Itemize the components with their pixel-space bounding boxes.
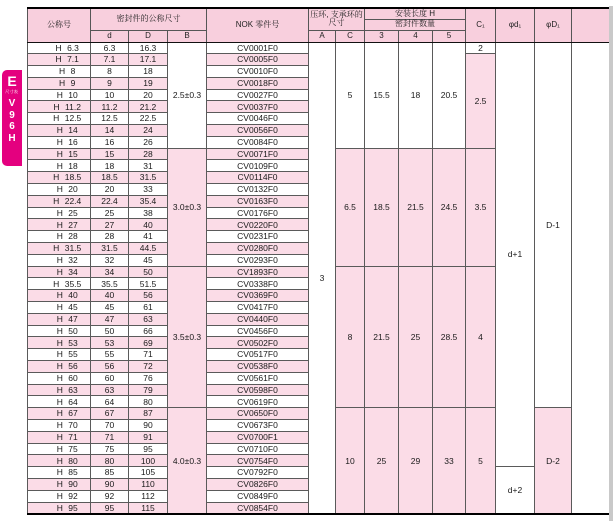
nominal-cell <box>28 266 91 278</box>
nominal-cell <box>28 89 91 101</box>
part-number-cell: CV0338F0 <box>207 278 309 290</box>
D-cell: 44.5 <box>129 243 168 255</box>
part-number-cell: CV0440F0 <box>207 313 309 325</box>
qty5-length-cell: 28.5 <box>433 266 466 408</box>
D-cell: 115 <box>129 502 168 514</box>
c1-cell: 4 <box>466 266 496 408</box>
d-cell: 67 <box>91 408 129 420</box>
D-cell: 24 <box>129 125 168 137</box>
nominal-cell <box>28 231 91 243</box>
part-number-cell: CV0114F0 <box>207 172 309 184</box>
d-cell: 60 <box>91 372 129 384</box>
D-cell: 45 <box>129 254 168 266</box>
nominal-size: 92 <box>68 490 78 501</box>
header-qty-4: 4 <box>399 30 433 42</box>
part-number-cell: CV0010F0 <box>207 66 309 78</box>
D-cell: 79 <box>129 384 168 396</box>
nominal-prefix: H <box>53 196 60 206</box>
d-cell: 27 <box>91 219 129 231</box>
nominal-cell <box>28 243 91 255</box>
d-cell: 75 <box>91 443 129 455</box>
d-cell: 18.5 <box>91 172 129 184</box>
part-number-cell: CV0710F0 <box>207 443 309 455</box>
d-cell: 45 <box>91 302 129 314</box>
nominal-prefix: H <box>55 54 62 65</box>
table-body <box>28 42 611 514</box>
nominal-prefix: H <box>56 479 63 490</box>
D-cell: 95 <box>129 443 168 455</box>
d-cell: 20 <box>91 184 129 196</box>
part-number-cell: CV0792F0 <box>207 467 309 479</box>
d-cell: 92 <box>91 490 129 502</box>
nominal-cell <box>28 195 91 207</box>
dimension-table <box>27 7 611 515</box>
part-number-cell: CV0598F0 <box>207 384 309 396</box>
D-cell: 38 <box>129 207 168 219</box>
nominal-prefix: H <box>53 101 60 112</box>
nominal-size: 80 <box>68 455 78 466</box>
d-cell: 56 <box>91 361 129 373</box>
header-qty-3: 3 <box>365 30 399 42</box>
nominal-prefix: H <box>56 290 63 301</box>
nominal-prefix: H <box>56 431 63 442</box>
D-cell: 71 <box>129 349 168 361</box>
nominal-prefix: H <box>53 172 60 183</box>
d-cell: 31.5 <box>91 243 129 255</box>
header-end <box>572 8 611 42</box>
nominal-cell <box>28 431 91 443</box>
d-cell: 15 <box>91 148 129 160</box>
part-number-cell: CV0071F0 <box>207 148 309 160</box>
D-cell: 33 <box>129 184 168 196</box>
c1-cell: 2 <box>466 42 496 54</box>
part-number-cell: CV0280F0 <box>207 243 309 255</box>
nominal-prefix: H <box>56 137 63 148</box>
part-number-cell: CV0293F0 <box>207 254 309 266</box>
nominal-prefix: H <box>56 231 63 242</box>
d-cell: 9 <box>91 77 129 89</box>
nominal-prefix: H <box>56 125 63 136</box>
D-cell: 31.5 <box>129 172 168 184</box>
nominal-size: 55 <box>68 349 78 360</box>
D-cell: 63 <box>129 313 168 325</box>
page-edge-shadow <box>609 6 613 521</box>
d-cell: 25 <box>91 207 129 219</box>
nominal-size: 25 <box>68 207 78 218</box>
D-cell: 66 <box>129 325 168 337</box>
phi-D1-cell: D-1 <box>535 42 572 408</box>
c1-cell: 3.5 <box>466 148 496 266</box>
part-number-cell: CV0650F0 <box>207 408 309 420</box>
nominal-cell <box>28 290 91 302</box>
part-number-cell: CV0456F0 <box>207 325 309 337</box>
part-number-cell: CV0417F0 <box>207 302 309 314</box>
d-cell: 8 <box>91 66 129 78</box>
D-cell: 110 <box>129 478 168 490</box>
nominal-size: 9 <box>70 78 76 89</box>
qty5-length-cell: 33 <box>433 408 466 515</box>
nominal-size: 53 <box>68 337 78 348</box>
nominal-size: 18.5 <box>64 172 82 183</box>
nominal-prefix: H <box>56 302 63 313</box>
part-number-cell: CV0056F0 <box>207 125 309 137</box>
nominal-prefix: H <box>56 502 63 513</box>
nominal-cell <box>28 443 91 455</box>
nominal-cell <box>28 408 91 420</box>
part-number-cell: CV0538F0 <box>207 361 309 373</box>
part-number-cell: CV0018F0 <box>207 77 309 89</box>
nominal-cell <box>28 184 91 196</box>
header-ring-dims: 压环, 支承环的尺寸 <box>309 8 365 30</box>
nominal-size: 32 <box>68 254 78 265</box>
header-c1: C₁ <box>466 8 496 42</box>
section-tab-letter: E <box>7 73 17 89</box>
d-cell: 18 <box>91 160 129 172</box>
nominal-cell <box>28 278 91 290</box>
nominal-prefix: H <box>56 420 63 431</box>
end-cell <box>572 42 611 514</box>
part-number-cell: CV0673F0 <box>207 420 309 432</box>
D-cell: 16.3 <box>129 42 168 54</box>
d-cell: 16 <box>91 136 129 148</box>
D-cell: 112 <box>129 490 168 502</box>
part-number-cell: CV0132F0 <box>207 184 309 196</box>
nominal-prefix: H <box>56 384 63 395</box>
d-cell: 80 <box>91 455 129 467</box>
part-number-cell: CV0369F0 <box>207 290 309 302</box>
nominal-prefix: H <box>56 349 63 360</box>
header-B: B <box>168 30 207 42</box>
d-cell: 95 <box>91 502 129 514</box>
header-seal-count: 密封件数量 <box>365 19 466 30</box>
nominal-size: 56 <box>68 361 78 372</box>
D-cell: 56 <box>129 290 168 302</box>
d-cell: 53 <box>91 337 129 349</box>
d-cell: 47 <box>91 313 129 325</box>
qty3-length-cell: 21.5 <box>365 266 399 408</box>
d-cell: 14 <box>91 125 129 137</box>
part-number-cell: CV0700F1 <box>207 431 309 443</box>
d-cell: 34 <box>91 266 129 278</box>
nominal-prefix: H <box>56 337 63 348</box>
nominal-cell <box>28 313 91 325</box>
D-cell: 22.5 <box>129 113 168 125</box>
D-cell: 105 <box>129 467 168 479</box>
d-cell: 63 <box>91 384 129 396</box>
phi-d1-cell: d+2 <box>496 467 535 515</box>
part-number-cell: CV0037F0 <box>207 101 309 113</box>
d-cell: 28 <box>91 231 129 243</box>
nominal-size: 8 <box>70 66 76 77</box>
qty4-length-cell: 18 <box>399 42 433 148</box>
part-number-cell: CV0754F0 <box>207 455 309 467</box>
nominal-cell <box>28 478 91 490</box>
d-cell: 6.3 <box>91 42 129 54</box>
header-C: C <box>336 30 365 42</box>
D-cell: 21.2 <box>129 101 168 113</box>
nominal-size: 63 <box>68 384 78 395</box>
D-cell: 17.1 <box>129 54 168 66</box>
nominal-prefix: H <box>56 254 63 265</box>
qty3-length-cell: 15.5 <box>365 42 399 148</box>
nominal-prefix: H <box>56 160 63 171</box>
nominal-cell <box>28 420 91 432</box>
nominal-cell <box>28 219 91 231</box>
header-phi-d1: φd₁ <box>496 8 535 42</box>
phi-D1-cell: D-2 <box>535 408 572 515</box>
d-cell: 12.5 <box>91 113 129 125</box>
nominal-size: 45 <box>68 302 78 313</box>
nominal-size: 35.5 <box>64 278 82 289</box>
nominal-cell <box>28 101 91 113</box>
D-cell: 76 <box>129 372 168 384</box>
nominal-prefix: H <box>56 184 63 195</box>
nominal-size: 75 <box>68 443 78 454</box>
header-install-length: 安装长度 H <box>365 8 466 19</box>
nominal-cell <box>28 337 91 349</box>
c-cell: 5 <box>336 42 365 148</box>
D-cell: 90 <box>129 420 168 432</box>
d-cell: 7.1 <box>91 54 129 66</box>
nominal-size: 6.3 <box>67 42 79 53</box>
part-number-cell: CV0109F0 <box>207 160 309 172</box>
nominal-size: 11.2 <box>65 101 81 112</box>
nominal-size: 95 <box>68 502 78 513</box>
c-cell: 10 <box>336 408 365 515</box>
b-tolerance-cell: 2.5±0.3 <box>168 42 207 148</box>
nominal-size: 22.4 <box>64 196 82 206</box>
part-number-cell: CV0084F0 <box>207 136 309 148</box>
d-cell: 85 <box>91 467 129 479</box>
nominal-cell <box>28 160 91 172</box>
nominal-size: 70 <box>68 420 78 431</box>
nominal-prefix: H <box>56 490 63 501</box>
nominal-size: 7.1 <box>67 54 79 65</box>
nominal-cell <box>28 172 91 184</box>
part-number-cell: CV0502F0 <box>207 337 309 349</box>
qty4-length-cell: 29 <box>399 408 433 515</box>
qty3-length-cell: 25 <box>365 408 399 515</box>
part-number-cell: CV1893F0 <box>207 266 309 278</box>
nominal-prefix: H <box>56 361 63 372</box>
qty4-length-cell: 21.5 <box>399 148 433 266</box>
d-cell: 64 <box>91 396 129 408</box>
b-tolerance-cell: 3.0±0.3 <box>168 148 207 266</box>
nominal-size: 27 <box>68 219 78 230</box>
nominal-cell <box>28 490 91 502</box>
header-A: A <box>309 30 336 42</box>
nominal-cell <box>28 136 91 148</box>
section-tab-subtitle: 尺寸表 <box>5 89 19 95</box>
section-tab <box>2 70 22 166</box>
part-number-cell: CV0849F0 <box>207 490 309 502</box>
part-number-cell: CV0027F0 <box>207 89 309 101</box>
nominal-prefix: H <box>53 113 60 124</box>
D-cell: 35.4 <box>129 195 168 207</box>
part-number-cell: CV0001F0 <box>207 42 309 54</box>
nominal-prefix: H <box>56 266 63 277</box>
table-row <box>28 42 611 54</box>
part-number-cell: CV0163F0 <box>207 195 309 207</box>
nominal-size: 16 <box>68 137 78 148</box>
nominal-prefix: H <box>56 372 63 383</box>
nominal-prefix: H <box>56 408 63 419</box>
nominal-prefix: H <box>56 219 63 230</box>
nominal-size: 12.5 <box>64 113 82 124</box>
d-cell: 70 <box>91 420 129 432</box>
nominal-cell <box>28 502 91 514</box>
nominal-prefix: H <box>56 89 63 100</box>
D-cell: 50 <box>129 266 168 278</box>
part-number-cell: CV0517F0 <box>207 349 309 361</box>
nominal-size: 85 <box>68 467 78 478</box>
d-cell: 50 <box>91 325 129 337</box>
D-cell: 91 <box>129 431 168 443</box>
nominal-size: 60 <box>68 372 78 383</box>
nominal-cell <box>28 125 91 137</box>
d-cell: 10 <box>91 89 129 101</box>
nominal-prefix: H <box>53 278 60 289</box>
header-d: d <box>91 30 129 42</box>
nominal-prefix: H <box>56 148 63 159</box>
part-number-cell: CV0619F0 <box>207 396 309 408</box>
nominal-cell <box>28 42 91 54</box>
part-number-cell: CV0826F0 <box>207 478 309 490</box>
nominal-prefix: H <box>59 66 66 77</box>
nominal-cell <box>28 66 91 78</box>
D-cell: 69 <box>129 337 168 349</box>
nominal-cell <box>28 396 91 408</box>
c-cell: 8 <box>336 266 365 408</box>
D-cell: 41 <box>129 231 168 243</box>
nominal-size: 67 <box>68 408 78 419</box>
D-cell: 20 <box>129 89 168 101</box>
header-nominal: 公称号 <box>28 8 91 42</box>
D-cell: 26 <box>129 136 168 148</box>
nominal-size: 50 <box>68 325 78 336</box>
d-cell: 90 <box>91 478 129 490</box>
D-cell: 72 <box>129 361 168 373</box>
nominal-prefix: H <box>56 396 63 407</box>
d-cell: 32 <box>91 254 129 266</box>
phi-d1-cell: d+1 <box>496 42 535 467</box>
nominal-prefix: H <box>56 313 63 324</box>
D-cell: 51.5 <box>129 278 168 290</box>
nominal-prefix: H <box>55 42 62 53</box>
D-cell: 19 <box>129 77 168 89</box>
D-cell: 61 <box>129 302 168 314</box>
nominal-cell <box>28 372 91 384</box>
nominal-size: 18 <box>68 160 78 171</box>
D-cell: 40 <box>129 219 168 231</box>
c1-cell: 2.5 <box>466 54 496 148</box>
part-number-cell: CV0220F0 <box>207 219 309 231</box>
d-cell: 71 <box>91 431 129 443</box>
nominal-cell <box>28 254 91 266</box>
nominal-cell <box>28 148 91 160</box>
qty3-length-cell: 18.5 <box>365 148 399 266</box>
nominal-size: 34 <box>68 266 78 277</box>
qty5-length-cell: 24.5 <box>433 148 466 266</box>
nominal-size: 71 <box>68 431 78 442</box>
D-cell: 18 <box>129 66 168 78</box>
nominal-size: 10 <box>68 89 78 100</box>
d-cell: 35.5 <box>91 278 129 290</box>
part-number-cell: CV0046F0 <box>207 113 309 125</box>
nominal-prefix: H <box>56 325 63 336</box>
nominal-cell <box>28 325 91 337</box>
nominal-cell <box>28 349 91 361</box>
header-nok-part: NOK 零件号 <box>207 8 309 42</box>
nominal-prefix: H <box>59 78 66 89</box>
part-number-cell: CV0176F0 <box>207 207 309 219</box>
D-cell: 31 <box>129 160 168 172</box>
part-number-cell: CV0231F0 <box>207 231 309 243</box>
d-cell: 22.4 <box>91 195 129 207</box>
part-number-cell: CV0854F0 <box>207 502 309 514</box>
part-number-cell: CV0561F0 <box>207 372 309 384</box>
qty4-length-cell: 25 <box>399 266 433 408</box>
c1-cell: 5 <box>466 408 496 515</box>
nominal-size: 40 <box>68 290 78 301</box>
d-cell: 55 <box>91 349 129 361</box>
nominal-prefix: H <box>56 455 63 466</box>
header-phi-D1: φD₁ <box>535 8 572 42</box>
nominal-prefix: H <box>53 243 60 254</box>
nominal-cell <box>28 467 91 479</box>
nominal-prefix: H <box>56 207 63 218</box>
nominal-cell <box>28 361 91 373</box>
nominal-cell <box>28 302 91 314</box>
d-cell: 11.2 <box>91 101 129 113</box>
header-qty-5: 5 <box>433 30 466 42</box>
header-D: D <box>129 30 168 42</box>
b-tolerance-cell: 4.0±0.3 <box>168 408 207 515</box>
nominal-cell <box>28 207 91 219</box>
a-cell: 3 <box>309 42 336 514</box>
nominal-size: 90 <box>68 479 78 490</box>
nominal-cell <box>28 384 91 396</box>
header-row-1 <box>28 8 611 19</box>
nominal-size: 31.5 <box>64 243 82 254</box>
nominal-size: 28 <box>68 231 78 242</box>
nominal-size: 20 <box>68 184 78 195</box>
D-cell: 80 <box>129 396 168 408</box>
part-number-cell: CV0005F0 <box>207 54 309 66</box>
b-tolerance-cell: 3.5±0.3 <box>168 266 207 408</box>
D-cell: 100 <box>129 455 168 467</box>
nominal-size: 47 <box>68 313 78 324</box>
D-cell: 28 <box>129 148 168 160</box>
d-cell: 40 <box>91 290 129 302</box>
header-seal-dims: 密封件的公称尺寸 <box>91 8 207 30</box>
nominal-cell <box>28 54 91 66</box>
table-header <box>28 8 611 42</box>
nominal-prefix: H <box>56 443 63 454</box>
nominal-prefix: H <box>56 467 63 478</box>
nominal-size: 14 <box>68 125 78 136</box>
nominal-cell <box>28 77 91 89</box>
D-cell: 87 <box>129 408 168 420</box>
nominal-size: 64 <box>68 396 78 407</box>
nominal-cell <box>28 113 91 125</box>
c-cell: 6.5 <box>336 148 365 266</box>
nominal-cell <box>28 455 91 467</box>
section-tab-code: V 9 6 H <box>8 98 16 144</box>
nominal-size: 15 <box>68 148 78 159</box>
qty5-length-cell: 20.5 <box>433 42 466 148</box>
